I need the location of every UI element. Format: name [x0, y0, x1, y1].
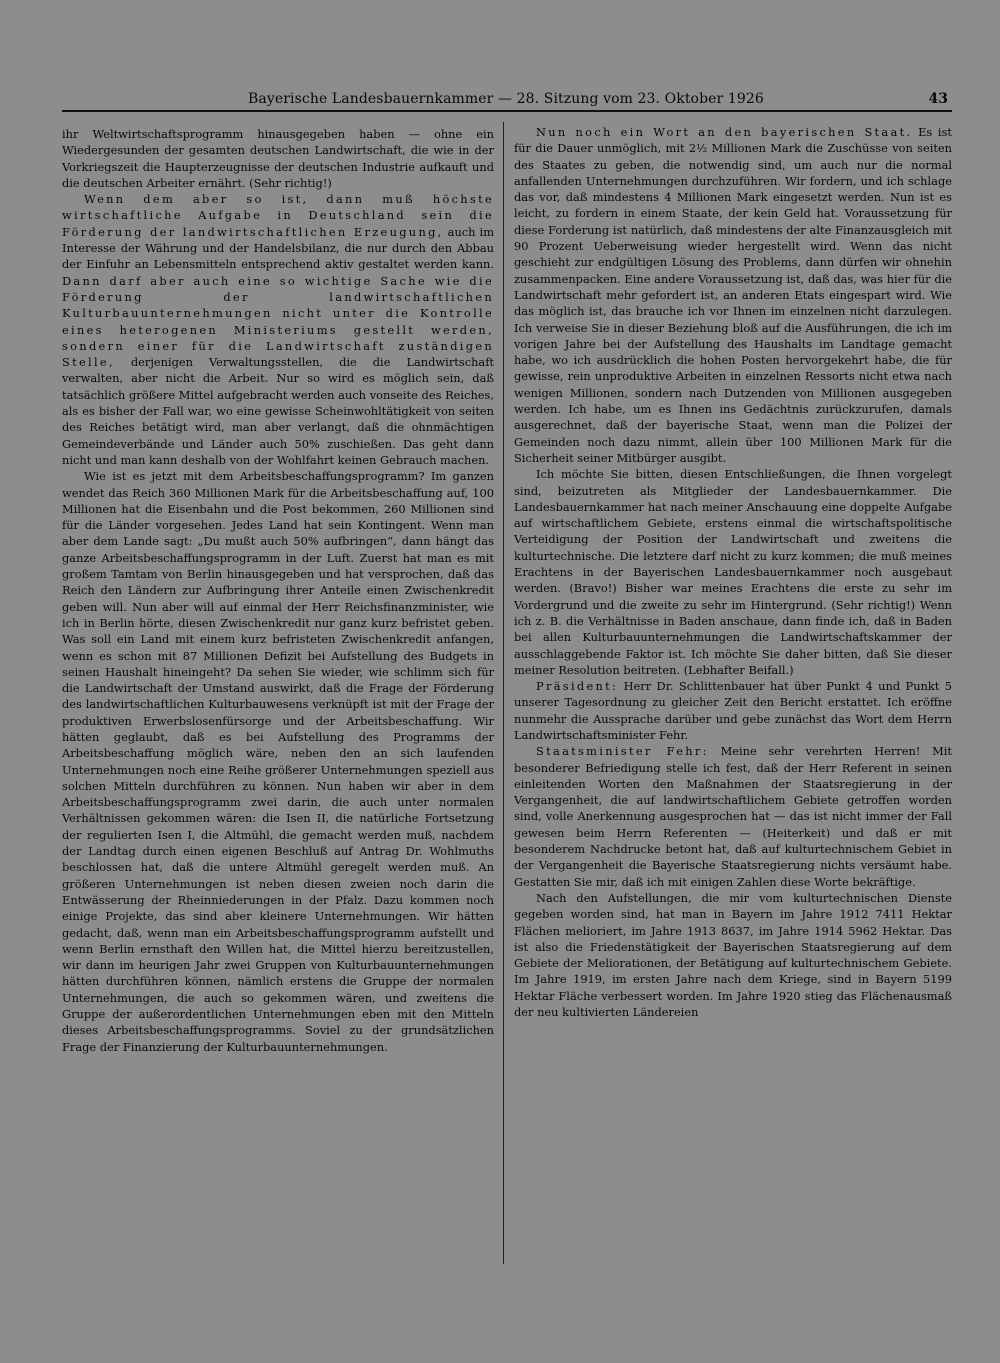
paragraph: Wie ist es jetzt mit dem Arbeitsbeschaffungsprogramm? Im ganzen wendet das Reich 360 Millionen Mark für die Arbeitsbeschaffung auf, 100 Millionen hat die Eisenbahn und die Post bekommen, 260 Millionen sind für die Länder vorgesehen. Jedes Land hat sein Kontingent. Wenn man aber dem Lande sagt: „Du mußt auch 50% aufbringen“, dann hängt das ganze Arbeitsbeschaffungsprogramm in der Luft. Zuerst hat man es mit großem Tamtam von Berlin hinausgegeben und hat versprochen, daß das Reich den Ländern zur Aufbringung ihrer Anteile einen Zwischenkredit geben will. Nun aber will auf einmal der Herr Reichsfinanzminister, wie ich in Berlin hörte, diesen Zwischenkredit nur ganz kurz befristet geben. Was soll ein Land mit einem kurz befristeten Zwischenkredit anfangen, wenn es schon mit 87 Millionen Defizit bei Aufstellung des Budgets in seinen Haushalt hineingeht? Da sehen Sie wieder, wie schlimm sich für die Landwirtschaft der Umstand auswirkt, daß die Frage der Förderung des landwirtschaftlichen Kulturbauwesens verknüpft ist mit der Frage der produktiven Erwerbslosenfürsorge und der Arbeitsbeschaffung. Wir hätten geglaubt, daß es bei Aufstellung des Programms der Arbeitsbeschaffung möglich wäre, neben den an sich laufenden Unternehmungen noch eine Reihe größerer Unternehmungen speziell aus solchen Mitteln durchführen zu können. Nun haben wir aber in dem Arbeitsbeschaffungsprogramm zwei darin, die auch unter normalen Verhältnissen gekommen wären: die Isen II, die natürliche Fortsetzung der regulierten Isen I, die Altmühl, die gemacht werden muß, nachdem der Landtag durch einen eigenen Beschluß auf Antrag Dr. Wohlmuths beschlossen hat, daß die untere Altmühl geregelt werden muß. An größeren Unternehmungen ist neben diesen zweien noch darin die Entwässerung der Rheinniederungen in der Pfalz. Dazu kommen noch einige Projekte, das sind aber kleinere Unternehmungen. Wir hätten gedacht, daß, wenn man ein Arbeitsbeschaffungsprogramm aufstellt und wenn Berlin ernsthaft den Willen hat, die Mittel hierzu bereitzustellen, wir dann im heurigen Jahr zwei Gruppen von Kulturbauunternehmungen hätten durchführen können, nämlich erstens die Gruppe der normalen Unternehmungen, die auch so gekommen wären, und zweitens die Gruppe der außerordentlichen Unternehmungen eben mit den Mitteln dieses Arbeitsbeschaffungsprogramms. Soviel zu der grundsätzlichen Frage der Finanzierung der Kulturbauunternehmungen.	[62, 469, 494, 1054]
paragraph	[514, 124, 952, 466]
emphasized-text: Nun noch ein Wort an den bayerischen Staat.	[536, 125, 913, 139]
paragraph-text: derjenigen Verwaltungsstellen, die die Landwirtschaft verwalten, aber nicht die Arbeit. Nur so wird es möglich sein, daß tatsächlich größere Mittel aufgebracht werden auch vonseite des Reiches, als es bisher der Fall war, wo eine gewisse Scheinwohltätigkeit von seiten des Reiches betätigt wird, man aber verlangt, daß die ohnmächtigen Gemeindeverbände und Länder auch 50% zuschießen. Das geht dann nicht und man kann deshalb von der Wohlfahrt keinen Gebrauch machen.	[62, 355, 494, 467]
speaker-label: Staatsminister Fehr:	[536, 744, 709, 759]
paragraph: Ich möchte Sie bitten, diesen Entschließungen, die Ihnen vorgelegt sind, beizutreten als Mitglieder der Landesbauernkammer. Die Landesbauernkammer hat nach meiner Anschauung eine doppelte Aufgabe auf wirtschaftlichem Gebiete, erstens einmal die wirtschaftspolitische Verteidigung der Position der Landwirtschaft und zweitens die kulturtechnische. Die letztere darf nicht zu kurz kommen; die muß meines Erachtens in der Bayerischen Landesbauernkammer noch ausgebaut werden. (Bravo!) Bisher war meines Erachtens die erste zu sehr im Vordergrund und die zweite zu sehr im Hintergrund. (Sehr richtig!) Wenn ich z. B. die Verhältnisse in Baden anschaue, dann finde ich, daß in Baden bei allen Kulturbauunternehmungen die Landwirtschaftskammer der ausschlaggebende Faktor ist. Ich möchte Sie daher bitten, daß Sie dieser meiner Resolution beitreten. (Lebhafter Beifall.)	[514, 467, 952, 677]
header-rule	[62, 110, 952, 112]
emphasized-text: Dann darf aber auch eine so wichtige Sache wie die Förderung der landwirtschaftlichen Kulturbauunternehmungen nicht unter die Kontrolle eines heterogenen Ministeriums gestellt werden, sondern einer für die Landwirtschaft zuständigen Stelle,	[62, 273, 494, 370]
paragraph	[514, 678, 952, 743]
paragraph	[62, 191, 494, 468]
speaker-label: Präsident:	[536, 679, 619, 694]
emphasized-text: Wenn dem aber so ist, dann muß höchste wirtschaftliche Aufgabe in Deutschland sein die Förderung der landwirtschaftlichen Erzeugung,	[62, 192, 494, 239]
left-column	[62, 126, 494, 1055]
paragraph: Nach den Aufstellungen, die mir vom kulturtechnischen Dienste gegeben worden sind, hat man in Bayern im Jahre 1912 7411 Hektar Flächen melioriert, im Jahre 1913 8637, im Jahre 1914 5962 Hektar. Das ist also die Friedenstätigkeit der Bayerischen Staatsregierung auf dem Gebiete der Meliorationen, der Betätigung auf kulturtechnischem Gebiete. Im Jahre 1919, im ersten Jahre nach dem Kriege, sind in Bayern 5199 Hektar Fläche verbessert worden. Im Jahre 1920 stieg das Flächenausmaß der neu kultivierten Ländereien	[514, 890, 952, 1020]
paragraph	[514, 743, 952, 890]
paragraph-text: auch im Interesse der Währung und der Handelsbilanz, die nur durch den Abbau der Einfuhr an Lebensmitteln entsprechend aktiv gestaltet werden kann.	[62, 224, 494, 272]
paragraph-text: Es ist für die Dauer unmöglich, mit 2½ Millionen Mark die Zuschüsse von seiten des Staates zu geben, die notwendig sind, um auch nur die normal anfallenden Unternehmungen durchzuführen. Wir fordern, und ich schlage das vor, daß mindestens 4 Millionen Mark eingesetzt werden. Nun ist es leicht, zu fordern in einem Staate, der kein Geld hat. Voraussetzung für diese Forderung ist natürlich, daß mindestens der alte Finanzausgleich mit 90 Prozent Ueberweisung wieder hergestellt wird. Wenn das nicht geschieht zur endgültigen Lösung des Problems, dann dürfen wir ohnehin zusammenpacken. Eine andere Voraussetzung ist, daß das, was hier für die Landwirtschaft mehr gefordert ist, an anderen Etats eingespart wird. Wie das möglich ist, das brauche ich vor Ihnen im einzelnen nicht darzulegen. Ich verweise Sie in dieser Beziehung bloß auf die Ausführungen, die ich im vorigen Jahre bei der Aufstellung des Haushalts im Landtage gemacht habe, wo ich ausdrücklich die hohen Posten hervorgekehrt habe, die für gewisse, rein unproduktive Arbeiten in einzelnen Ressorts nicht etwa nach wenigen Millionen, sondern nach Dutzenden von Millionen ausgegeben werden. Ich habe, um es Ihnen ins Gedächtnis zurückzurufen, damals ausgerechnet, daß der bayerische Staat, wenn man die Polizei der Gemeinden noch dazu nimmt, allein über 100 Millionen Mark für die Sicherheit seiner Mitbürger ausgibt.	[514, 125, 952, 465]
paragraph-text: Herr Dr. Schlittenbauer hat über Punkt 4 und Punkt 5 unserer Tagesordnung zu gleicher Zeit den Bericht erstattet. Ich eröffne nunmehr die Aussprache darüber und gebe zunächst das Wort dem Herrn Landwirtschaftsminister Fehr.	[514, 679, 952, 742]
paragraph-text: Meine sehr verehrten Herren! Mit besonderer Befriedigung stelle ich fest, daß der Herr Referent in seinen einleitenden Worten den Maßnahmen der Staatsregierung in der Vergangenheit, die auf landwirtschaftlichem Gebiete getroffen worden sind, volle Anerkennung ausgesprochen hat — das ist nicht immer der Fall gewesen beim Herrn Referenten — (Heiterkeit) und daß er mit besonderem Nachdrucke betont hat, daß auf kulturtechnischem Gebiet in der Vergangenheit die Bayerische Staatsregierung nichts versäumt habe. Gestatten Sie mir, daß ich mit einigen Zahlen diese Worte bekräftige.	[514, 744, 953, 889]
page-number: 43	[928, 91, 948, 107]
right-column	[514, 124, 952, 1020]
page-header	[62, 89, 952, 109]
paragraph: ihr Weltwirtschaftsprogramm hinausgegeben haben — ohne ein Wiedergesunden der gesamten deutschen Landwirtschaft, die wie in der Vorkriegszeit die Haupterzeugnisse der deutschen Industrie aufkauft und die deutschen Arbeiter ernährt. (Sehr richtig!)	[62, 127, 494, 190]
column-divider	[503, 122, 504, 1264]
running-title: Bayerische Landesbauernkammer — 28. Sitzung vom 23. Oktober 1926	[248, 91, 764, 107]
